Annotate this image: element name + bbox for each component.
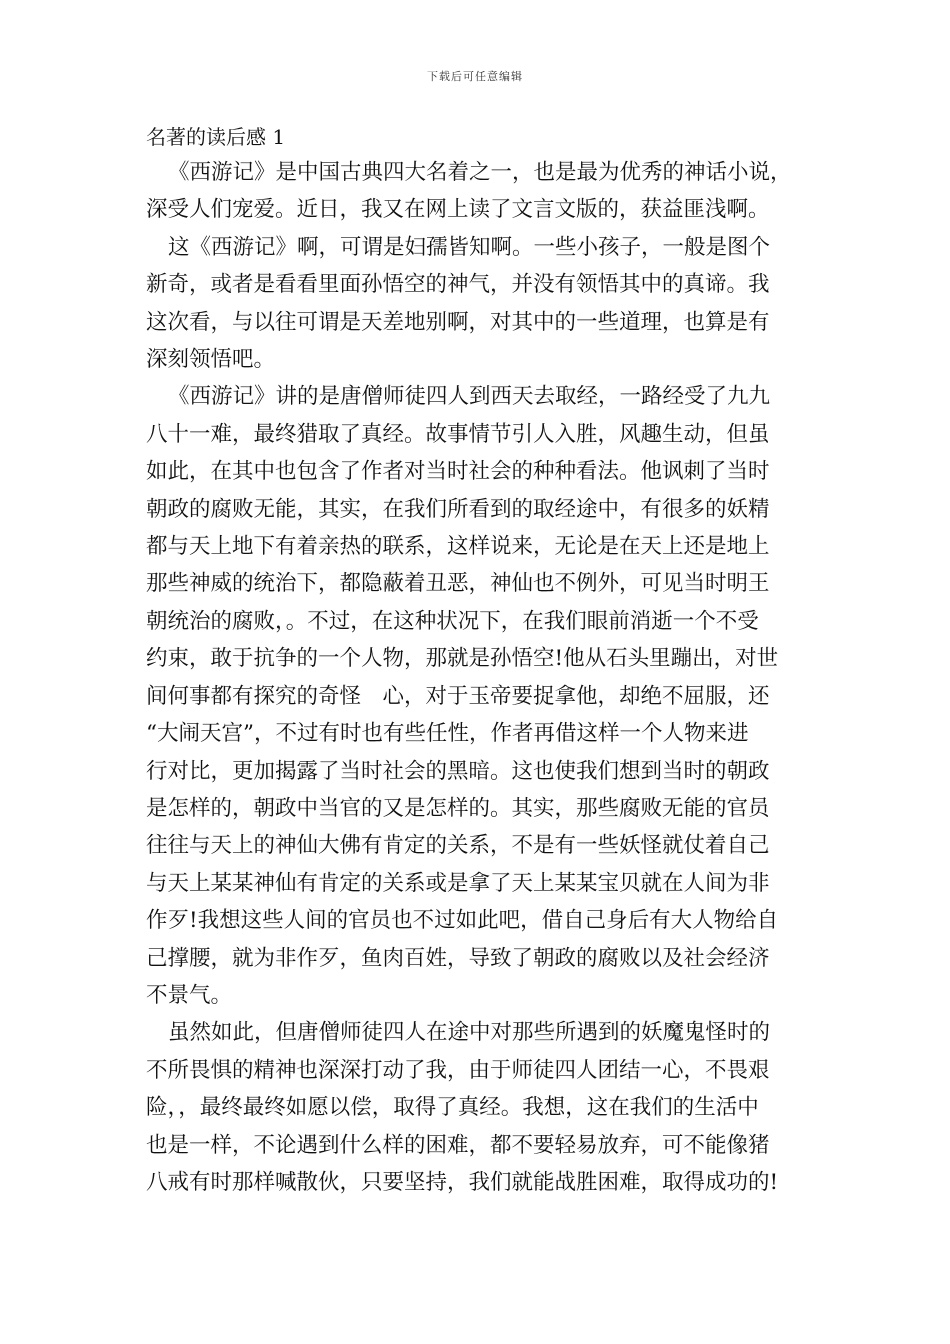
- text-line: 己撑腰，就为非作歹，鱼肉百姓，导致了朝政的腐败以及社会经济: [146, 945, 770, 971]
- text-line: 新奇，或者是看看里面孙悟空的神气，并没有领悟其中的真谛。我: [146, 272, 770, 298]
- text-line: 约束，敢于抗争的一个人物，那就是孙悟空!他从石头里蹦出，对世: [146, 646, 779, 672]
- paragraph-1: [146, 154, 808, 229]
- text-line: 这《西游记》啊，可谓是妇孺皆知啊。一些小孩子，一般是图个: [168, 234, 771, 260]
- text-line: 不所畏惧的精神也深深打动了我，由于师徒四人团结一心，不畏艰: [146, 1057, 770, 1083]
- text-line: 这次看，与以往可谓是天差地别啊，对其中的一些道理，也算是有: [146, 309, 770, 335]
- document-body: [146, 154, 808, 1201]
- text-line: 朝统治的腐败，。不过，在这种状况下，在我们眼前消逝一个不受: [146, 608, 759, 634]
- text-line: 深刻领悟吧。: [146, 347, 276, 373]
- text-line: 往往与天上的神仙大佛有肯定的关系，不是有一些妖怪就仗着自己: [146, 833, 770, 859]
- text-line: 八戒有时那样喊散伙，只要坚持，我们就能战胜困难，取得成功的!: [146, 1169, 779, 1195]
- paragraph-2: [146, 229, 808, 379]
- text-line: 那些神威的统治下，都隐蔽着丑恶，神仙也不例外，可见当时明王: [146, 571, 770, 597]
- text-line: 朝政的腐败无能，其实，在我们所看到的取经途中，有很多的妖精: [146, 496, 770, 522]
- text-line: 深受人们宠爱。近日，我又在网上读了文言文版的，获益匪浅啊。: [146, 197, 770, 223]
- text-line: 都与天上地下有着亲热的联系，这样说来，无论是在天上还是地上: [146, 534, 770, 560]
- text-line: 八十一难，最终猎取了真经。故事情节引人入胜，风趣生动，但虽: [146, 421, 770, 447]
- text-line: 也是一样，不论遇到什么样的困难，都不要轻易放弃，可不能像猪: [146, 1132, 770, 1158]
- text-line: 虽然如此，但唐僧师徒四人在途中对那些所遇到的妖魔鬼怪时的: [168, 1020, 771, 1046]
- text-line: 作歹!我想这些人间的官员也不过如此吧，借自己身后有大人物给自: [146, 908, 779, 934]
- text-line: 间何事都有探究的奇怪 心，对于玉帝要捉拿他，却绝不屈服，还: [146, 683, 770, 709]
- paragraph-3: [146, 378, 808, 1014]
- text-line: 险，，最终最终如愿以偿，取得了真经。我想，这在我们的生活中: [146, 1095, 759, 1121]
- document-title: 名著的读后感 1: [146, 125, 286, 149]
- text-line: 《西游记》是中国古典四大名着之一，也是最为优秀的神话小说，: [168, 160, 792, 185]
- text-line: 不景气。: [146, 982, 233, 1008]
- text-line: 与天上某某神仙有肯定的关系或是拿了天上某某宝贝就在人间为非: [146, 870, 770, 896]
- page-header-note: 下载后可任意编辑: [427, 70, 523, 83]
- paragraph-4: [146, 1014, 808, 1201]
- text-line: 行对比，更加揭露了当时社会的黑暗。这也使我们想到当时的朝政: [146, 758, 770, 784]
- text-line: 是怎样的，朝政中当官的又是怎样的。其实，那些腐败无能的官员: [146, 795, 770, 821]
- text-line: 《西游记》讲的是唐僧师徒四人到西天去取经，一路经受了九九: [168, 384, 771, 410]
- text-line: 如此，在其中也包含了作者对当时社会的种种看法。他讽刺了当时: [146, 459, 770, 485]
- text-line: “大闹天宫”，不过有时也有些任性，作者再借这样一个人物来进: [146, 721, 749, 747]
